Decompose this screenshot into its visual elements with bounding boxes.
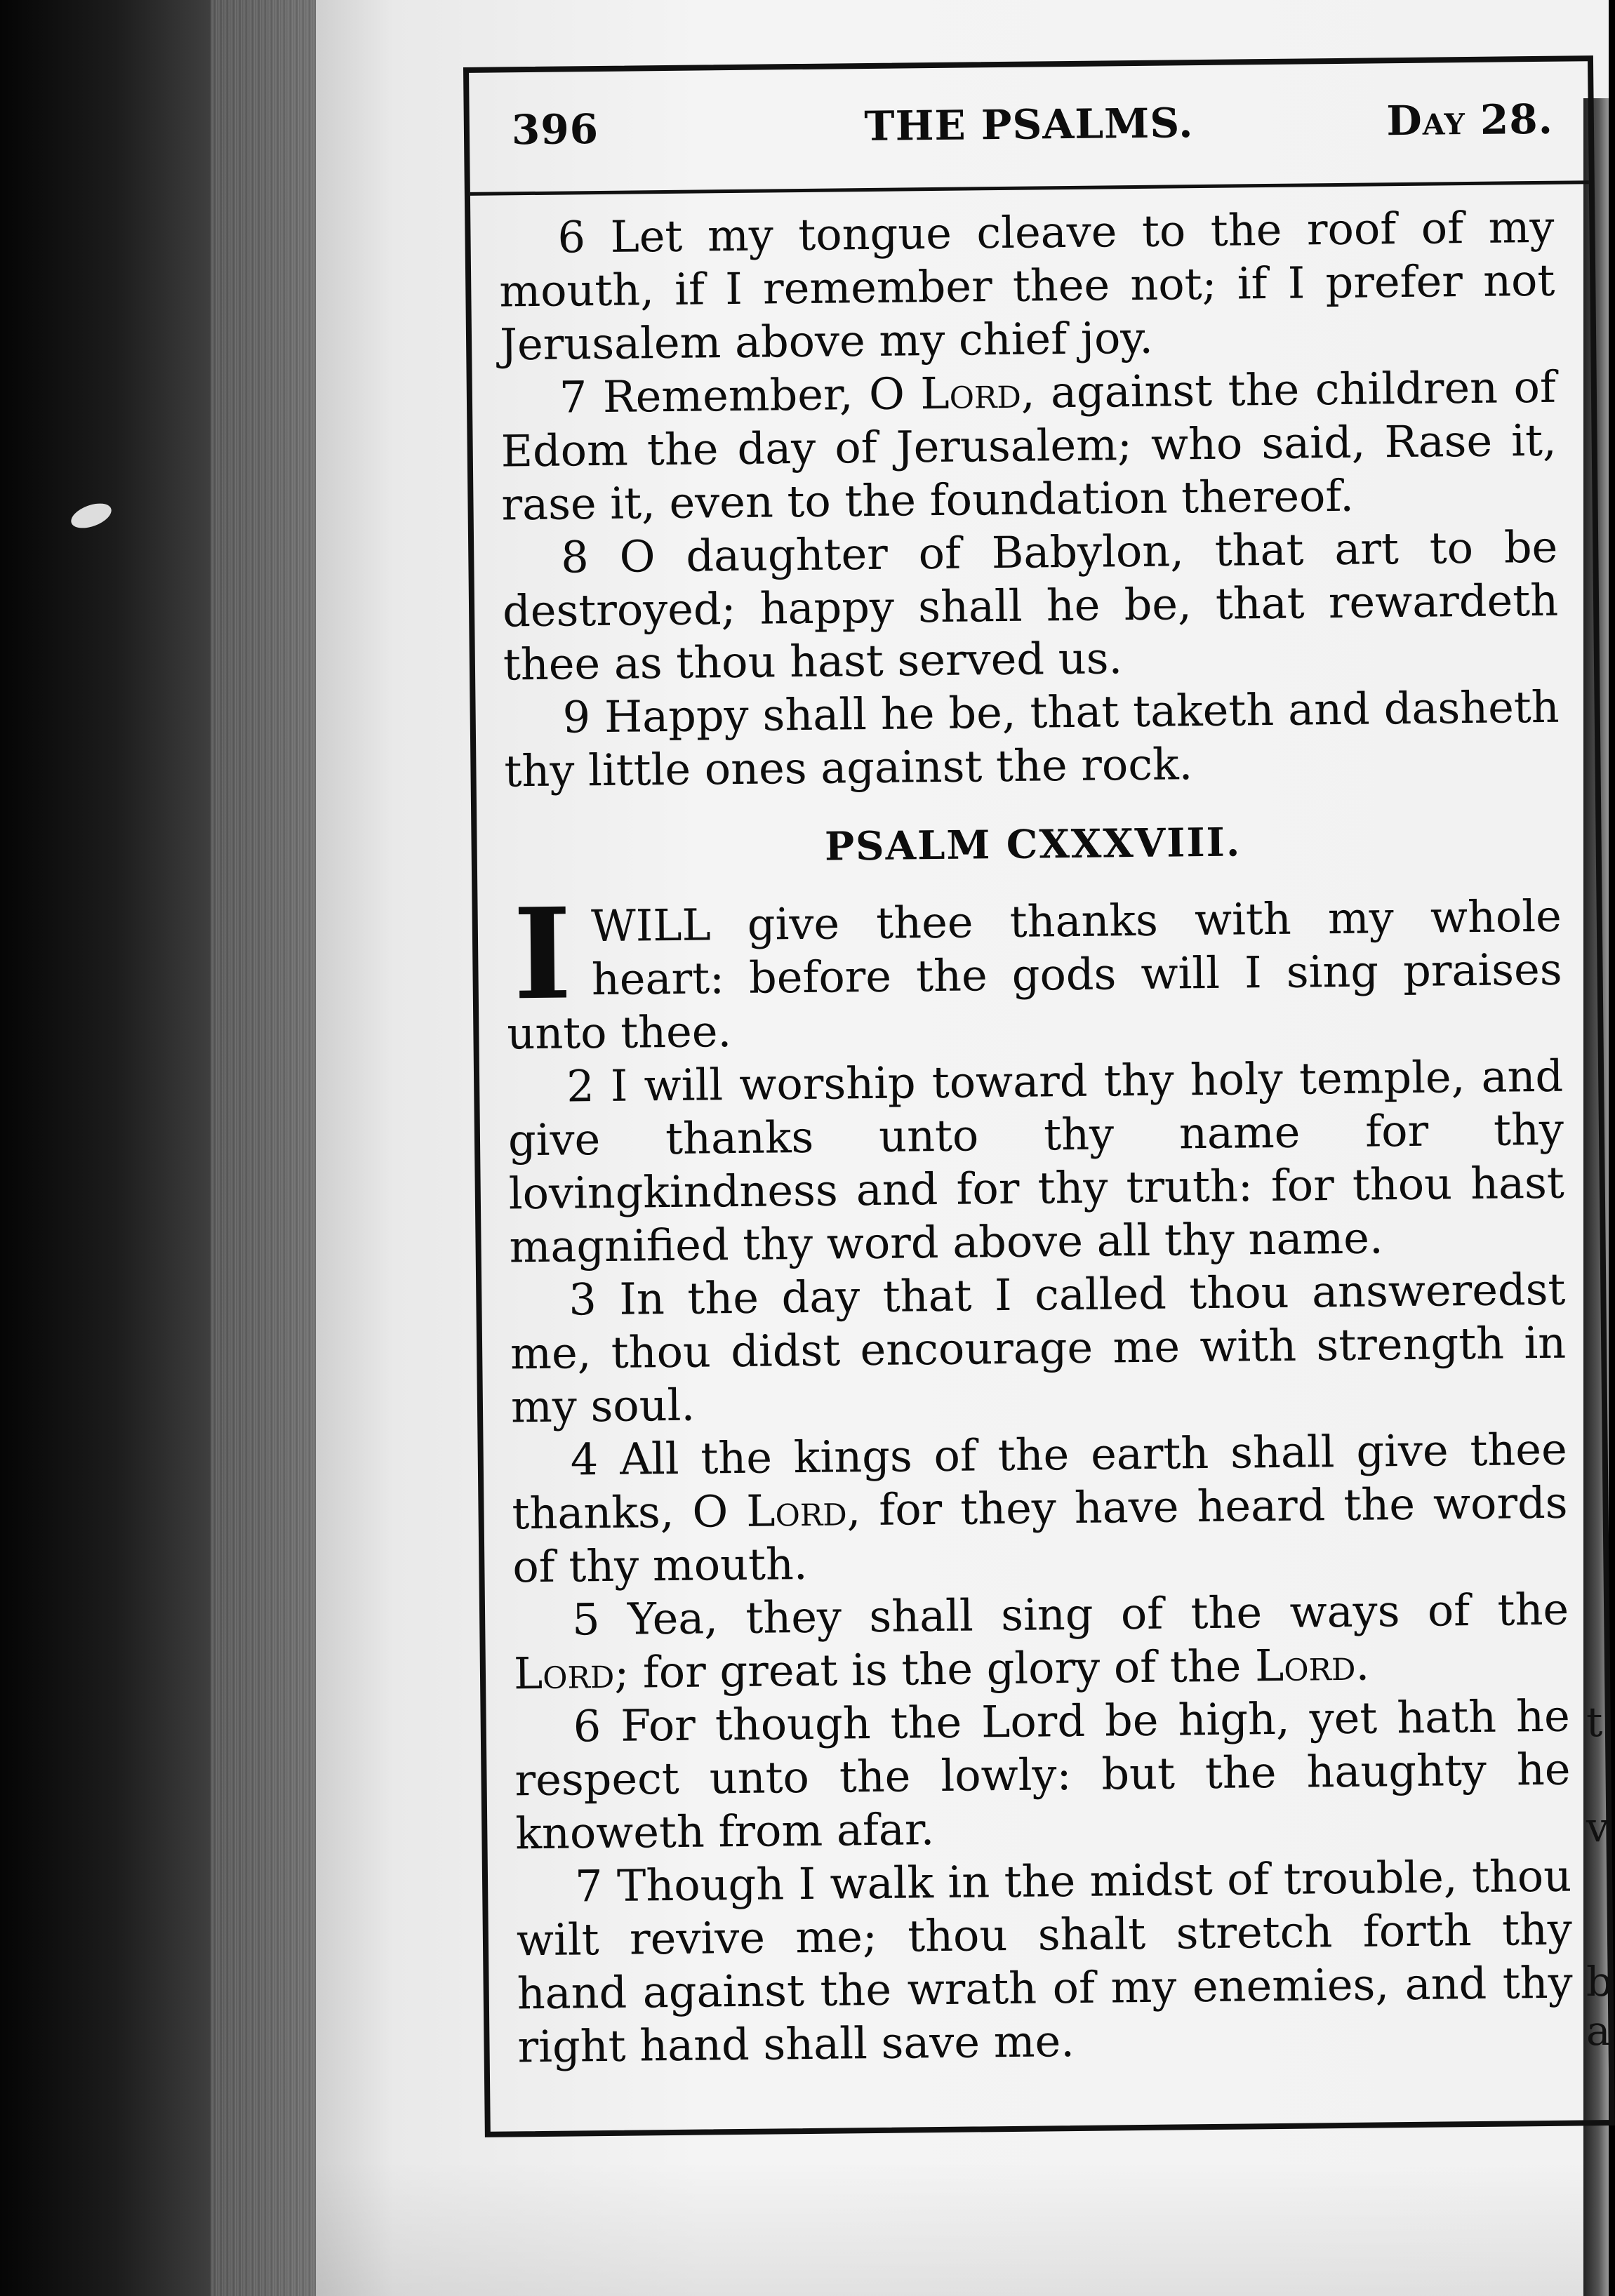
neighbor-page-letter: b (1586, 1958, 1613, 2005)
verse-text: 4 All the kings of the earth shall give thee thanks, O (512, 1423, 1568, 1540)
verse (514, 1690, 1571, 1861)
first-verse-text: give thee thanks with my whole heart: before the gods will I sing praises unto thee. (507, 890, 1562, 1060)
verse-text: ; for great is the glory of the (613, 1640, 1256, 1698)
text-frame (463, 55, 1615, 2137)
verse-text: 3 In the day that I called thou answeredst me, thou didst encourage me with strength in my soul. (510, 1263, 1567, 1433)
verse (507, 1050, 1565, 1274)
lord-small-caps: Lord (1254, 1638, 1356, 1692)
verse (510, 1263, 1567, 1434)
verse-text: 8 O daughter of Babylon, that art to be destroyed; happy shall he be, that rewardeth thee as thou hast served us. (502, 521, 1559, 690)
psalm-verses (507, 1050, 1574, 2074)
body-text (498, 201, 1581, 2074)
verse-text: 9 Happy shall he be, that taketh and dasheth thy little ones against the rock. (504, 681, 1560, 797)
verse (498, 201, 1555, 372)
running-title: THE PSALMS. (864, 99, 1194, 151)
lord-small-caps: Lord (920, 366, 1022, 420)
verse-text: 5 Yea, they shall sing of the ways of the (571, 1583, 1569, 1646)
verse-text: , for they have heard the words of thy mouth. (512, 1476, 1568, 1593)
verse-text: 6 For though the Lord be high, yet hath he respect unto the lowly: but the haughty he knoweth from afar. (514, 1690, 1571, 1860)
lord-small-caps: Lord (513, 1646, 615, 1700)
verse-text: , against the children of Edom the day of Jerusalem; who said, Rase it, rase it, even to the foundation thereof. (500, 361, 1557, 530)
verse-text: . (1355, 1638, 1370, 1690)
verse (516, 1850, 1574, 2074)
verse-text: 7 Though I walk in the midst of trouble, thou wilt revive me; thou shalt stretch forth thy hand against the wrath of my enemies, and thy right hand shall save me. (516, 1850, 1574, 2073)
psalm-heading: PSALM CXXXVIII. (824, 819, 1242, 870)
page-shadow (316, 2161, 1609, 2296)
neighbor-page-letter: t (1586, 1698, 1603, 1746)
verse (500, 361, 1557, 532)
verse (511, 1423, 1568, 1594)
verse-text: 7 Remember, O (559, 368, 921, 423)
neighbor-page-letter: a (1586, 2007, 1611, 2055)
verse-text: 6 Let my tongue cleave to the roof of my mouth, if I remember thee not; if I prefer not Jerusalem above my chief joy. (498, 201, 1555, 371)
first-verse (505, 880, 1562, 1061)
verse (502, 521, 1559, 692)
lord-small-caps: Lord (745, 1484, 847, 1537)
neighbor-page-letter: v (1586, 1803, 1609, 1851)
verse (503, 681, 1560, 799)
running-header (497, 62, 1561, 192)
previous-psalm-verses (498, 201, 1560, 799)
verse-text: 2 I will worship toward thy holy temple, and give thanks unto thy name for thy lovingkindness and for thy truth: for thou hast magnified thy word above all thy name. (507, 1050, 1565, 1273)
verse (513, 1583, 1570, 1701)
day-label: Day 28. (1386, 95, 1554, 145)
opening-words: WILL (590, 899, 712, 952)
page-number: 396 (511, 105, 599, 154)
drop-cap: I (512, 880, 573, 1028)
page-content (497, 62, 1581, 2074)
